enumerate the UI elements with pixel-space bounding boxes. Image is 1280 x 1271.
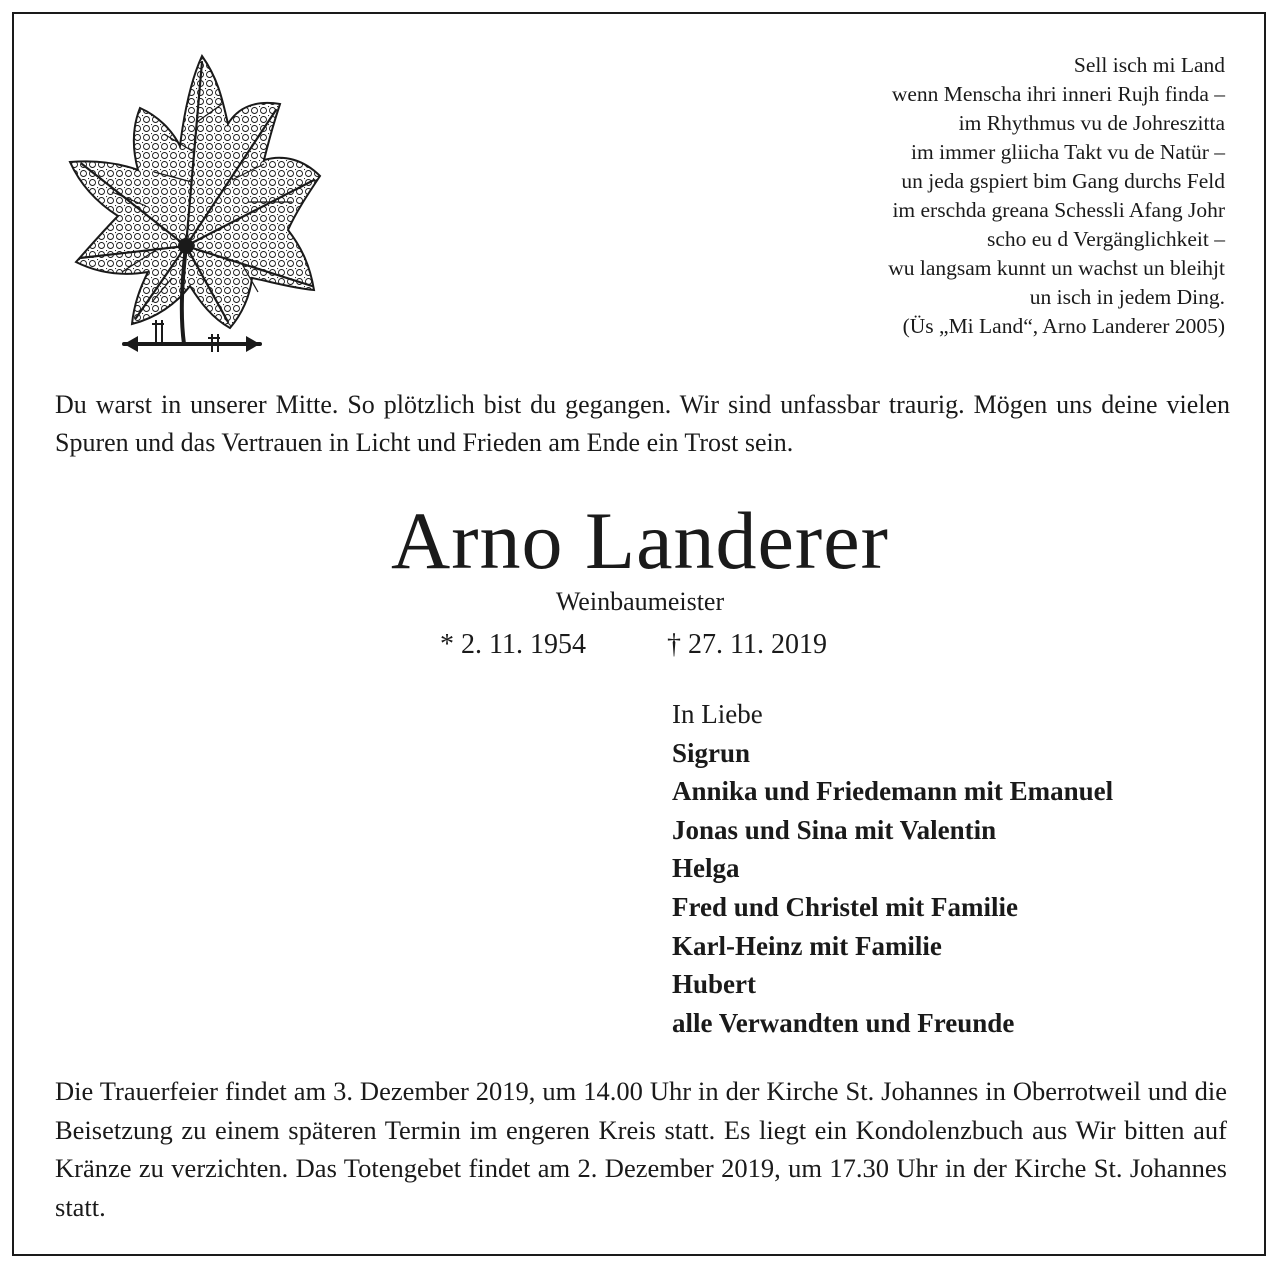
poem-line: un isch in jedem Ding.	[1029, 285, 1225, 309]
mourner-name: Karl-Heinz mit Familie	[672, 930, 942, 961]
poem-line: wenn Menscha ihri inneri Rujh finda –	[891, 82, 1225, 106]
mourner-name: Helga	[672, 853, 740, 884]
intro-text: Du warst in unserer Mitte. So plötzlich bist du gegangen. Wir sind unfassbar traurig. Mögen uns deine vielen Spuren und das Vertrauen in Licht und Frieden am Ende ein Trost sein.	[55, 390, 1230, 457]
mourner-name: Sigrun	[672, 737, 751, 768]
mourner-name: alle Verwandten und Freunde	[672, 1007, 1015, 1038]
deceased-profession: Weinbaumeister	[555, 587, 725, 616]
poem-line: im erschda greana Schessli Afang Johr	[892, 198, 1225, 222]
mourner-name: Annika und Friedemann mit Emanuel	[672, 776, 1114, 807]
funeral-info: Die Trauerfeier findet am 3. Dezember 2019, um 14.00 Uhr in der Kirche St. Johannes in Oberrotweil und die Beisetzung zu einem späteren Termin im engeren Kreis statt. Es liegt ein Kondolenzbuch aus Wir bitten auf Kränze zu verzichten. Das Totengebet findet am 2. Dezember 2019, um 17.30 Uhr in der Kirche St. Johannes statt.	[55, 1076, 1227, 1222]
poem-citation: (Üs „Mi Land“, Arno Landerer 2005)	[902, 314, 1225, 338]
deceased-name: Arno Landerer	[391, 495, 889, 586]
mourner-name: Jonas und Sina mit Valentin	[672, 814, 997, 845]
poem-line: Sell isch mi Land	[1073, 53, 1225, 77]
vine-leaf-icon	[52, 52, 327, 362]
mourner-name: Fred und Christel mit Familie	[672, 891, 1018, 922]
poem-line: scho eu d Vergänglichkeit –	[986, 227, 1225, 251]
mourners-intro: In Liebe	[672, 699, 763, 729]
mourner-name: Hubert	[672, 969, 756, 1000]
mourners-list	[672, 695, 1232, 1042]
poem	[705, 51, 1225, 341]
poem-line: un jeda gspiert bim Gang durchs Feld	[901, 169, 1225, 193]
death-date: † 27. 11. 2019	[667, 629, 827, 660]
poem-line: im immer gliicha Takt vu de Natür –	[911, 140, 1225, 164]
poem-line: im Rhythmus vu de Johreszitta	[958, 111, 1225, 135]
birth-date: * 2. 11. 1954	[440, 629, 586, 660]
poem-line: wu langsam kunnt un wachst un bleihjt	[888, 256, 1225, 280]
